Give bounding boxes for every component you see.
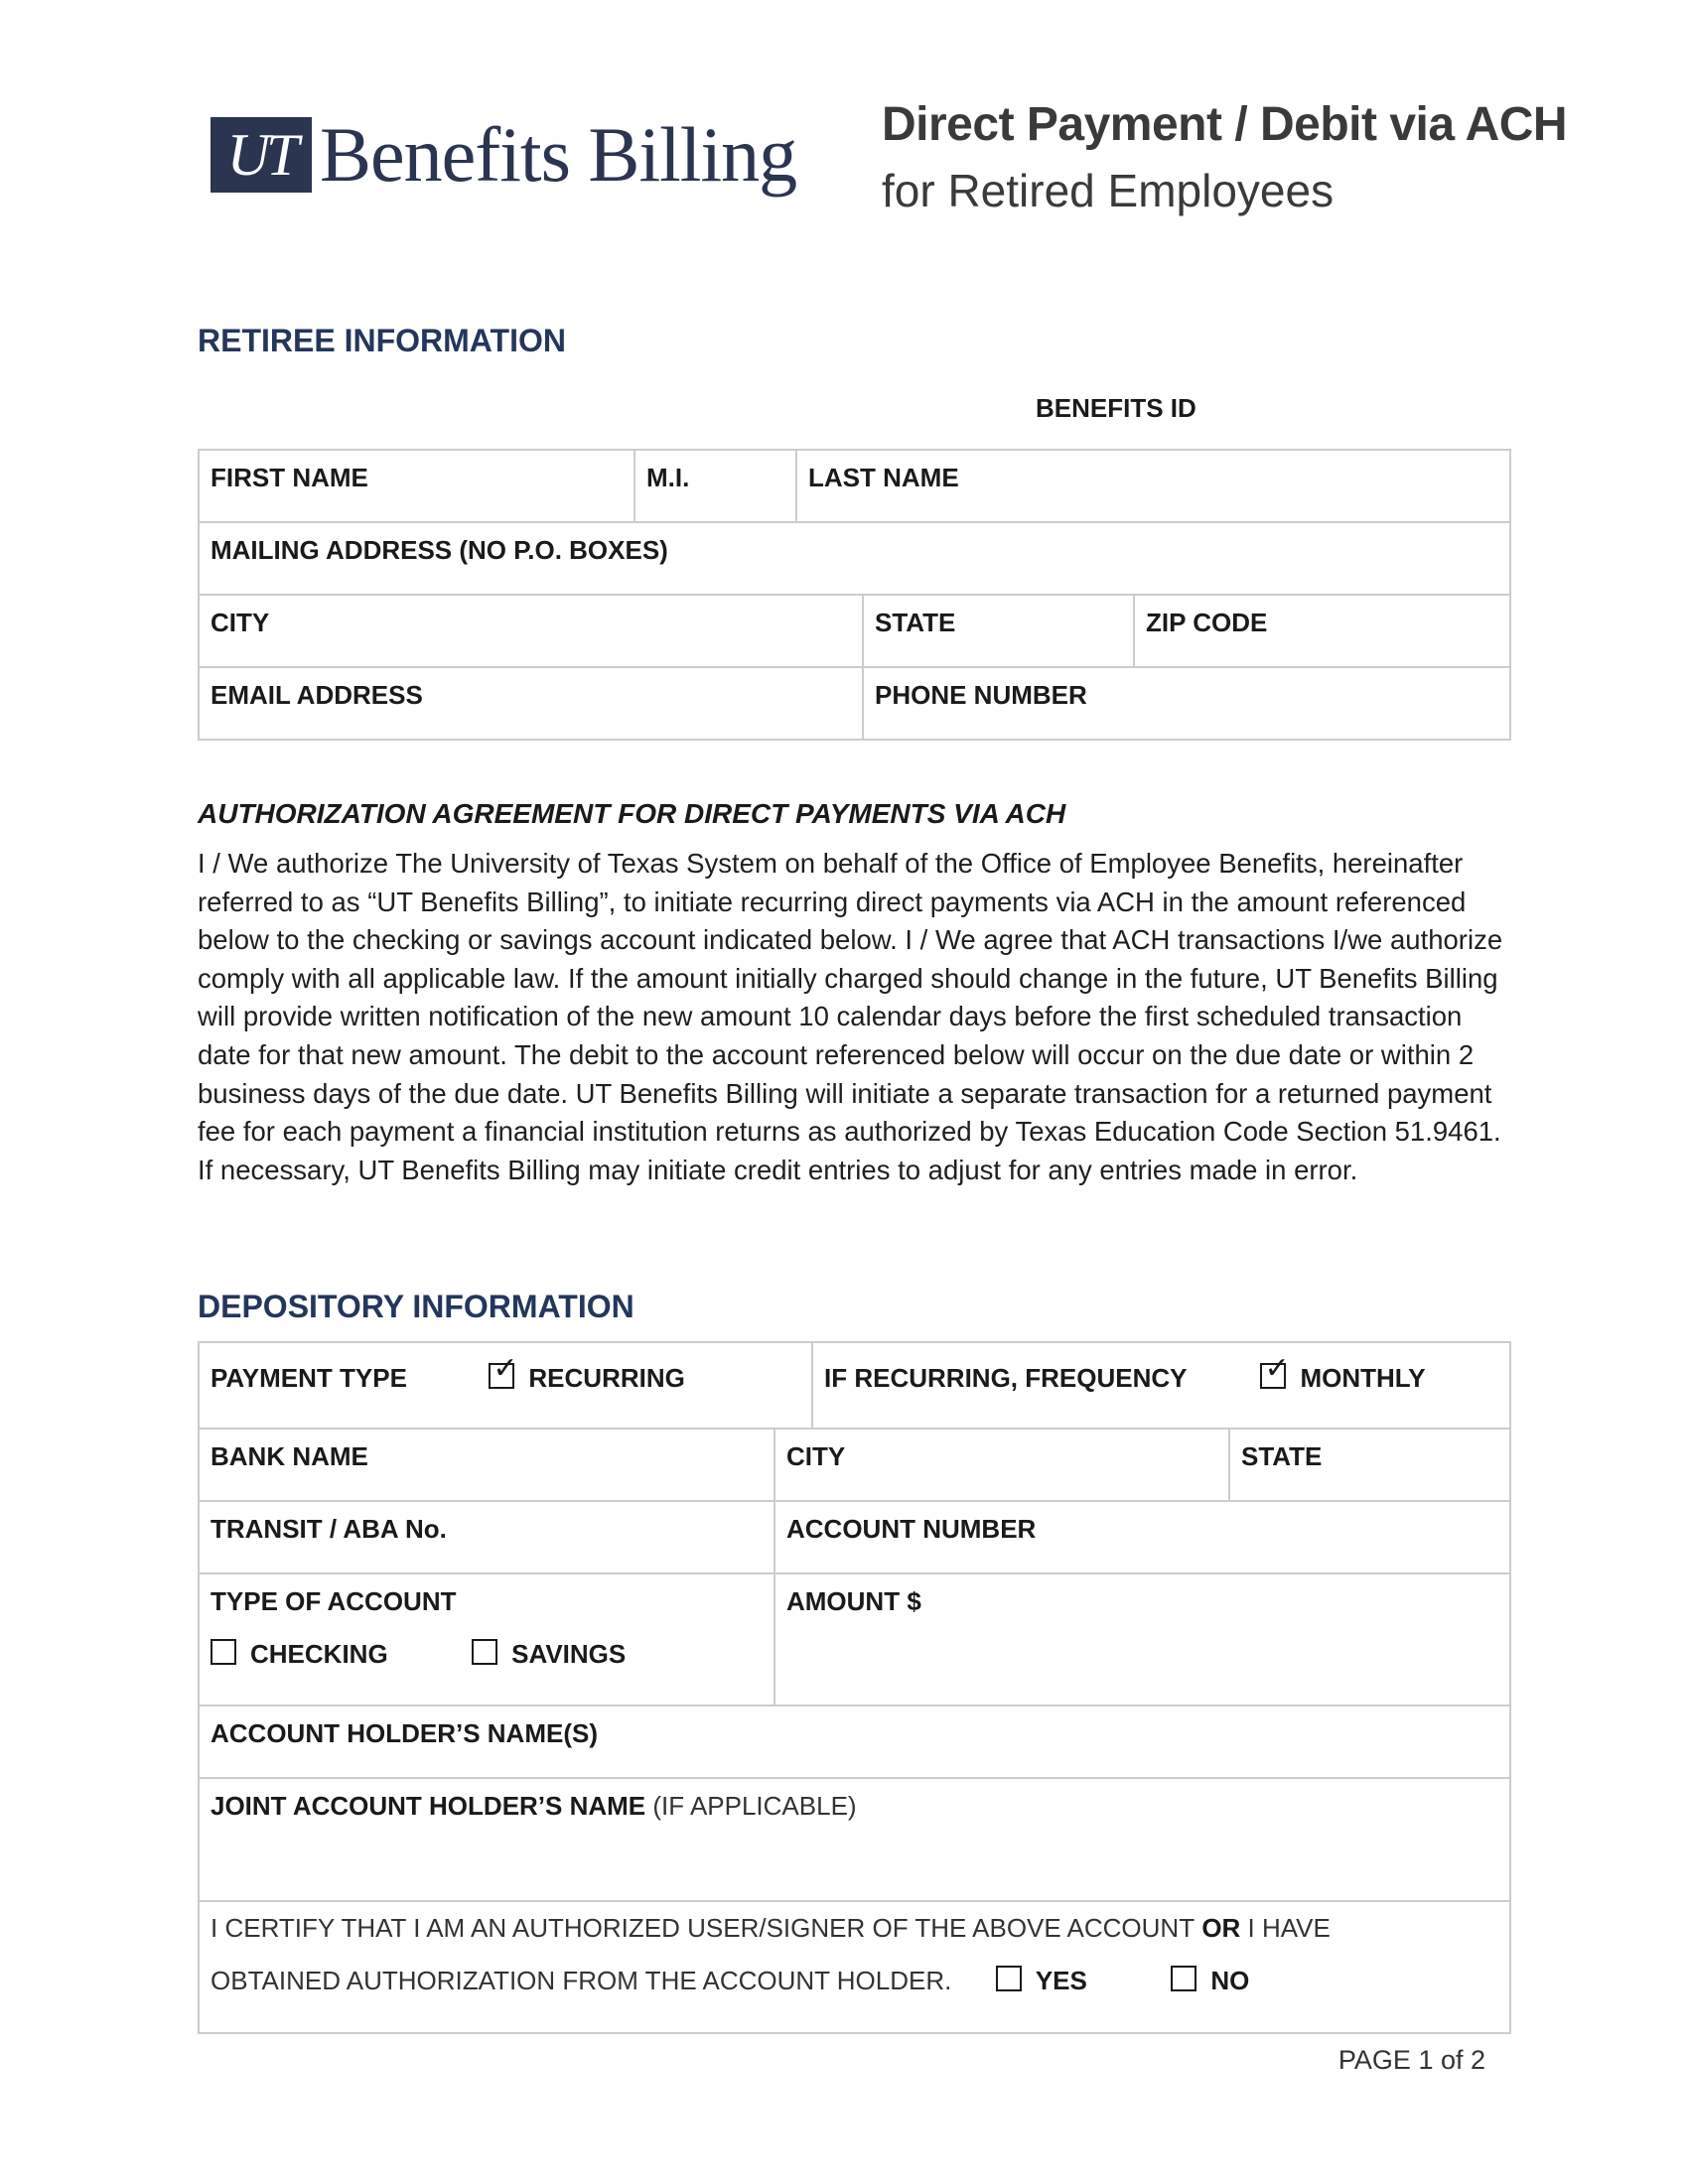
monthly-checkbox[interactable] (1260, 1363, 1286, 1389)
certify-or: OR (1201, 1913, 1241, 1943)
zip-code-field[interactable]: ZIP CODE (1134, 595, 1510, 667)
retiree-information-table (198, 449, 1511, 741)
no-checkbox[interactable] (1171, 1966, 1196, 1991)
document-subtitle: for Retired Employees (882, 165, 1335, 216)
depository-information-heading: DEPOSITORY INFORMATION (198, 1289, 634, 1324)
checking-label: CHECKING (250, 1639, 388, 1669)
account-holder-names-field[interactable]: ACCOUNT HOLDER’S NAME(S) (199, 1706, 1510, 1778)
depository-information-table (198, 1341, 1511, 2034)
benefits-id-label: BENEFITS ID (1036, 393, 1196, 423)
bank-name-field[interactable]: BANK NAME (199, 1429, 774, 1501)
type-of-account-cell (199, 1573, 774, 1706)
page-number: PAGE 1 of 2 (1337, 2045, 1485, 2075)
payment-type-label: PAYMENT TYPE (211, 1363, 407, 1393)
email-address-field[interactable]: EMAIL ADDRESS (199, 667, 863, 740)
savings-checkbox[interactable] (472, 1639, 497, 1665)
checking-checkbox[interactable] (211, 1639, 236, 1665)
yes-label: YES (1035, 1966, 1087, 1995)
no-label: NO (1210, 1966, 1250, 1995)
certify-text-part1: I CERTIFY THAT I AM AN AUTHORIZED USER/SIGNER OF THE ABOVE ACCOUNT (211, 1913, 1196, 1943)
phone-number-field[interactable]: PHONE NUMBER (863, 667, 1510, 740)
certify-text-part2: I HAVE (1247, 1913, 1331, 1943)
frequency-label: IF RECURRING, FREQUENCY (824, 1363, 1188, 1393)
logo-mark: UT (211, 117, 312, 193)
state-field[interactable]: STATE (863, 595, 1134, 667)
frequency-cell (812, 1342, 1510, 1429)
authorization-text: I / We authorize The University of Texas System on behalf of the Office of Employee Benefits, hereinafter referred to as “UT Benefits Billing”, to initiate recurring direct payments via ACH in the amount referenced below to the checking or savings account indicated below. I / We agree that ACH transactions I/we authorize comply with all applicable law. If the amount initially charged should change in the future, UT Benefits Billing will provide written notification of the new amount 10 calendar days before the first scheduled transaction date for that new amount. The debit to the account referenced below will occur on the due date or within 2 business days of the due date. UT Benefits Billing will initiate a separate transaction for a returned payment fee for each payment a financial institution returns as authorized by Texas Education Code Section 51.9461. If necessary, UT Benefits Billing may initiate credit entries to adjust for any entries made in error. (198, 848, 1503, 1185)
bank-state-field[interactable]: STATE (1229, 1429, 1510, 1501)
transit-aba-field[interactable]: TRANSIT / ABA No. (199, 1501, 774, 1573)
monthly-label: MONTHLY (1300, 1363, 1426, 1393)
joint-account-holder-field[interactable] (199, 1778, 1510, 1901)
city-field[interactable]: CITY (199, 595, 863, 667)
retiree-information-heading: RETIREE INFORMATION (198, 323, 566, 358)
amount-field[interactable]: AMOUNT $ (774, 1573, 1510, 1706)
first-name-field[interactable]: FIRST NAME (199, 450, 634, 522)
recurring-label: RECURRING (528, 1363, 685, 1393)
certify-text-line2: OBTAINED AUTHORIZATION FROM THE ACCOUNT HOLDER. (211, 1966, 952, 1995)
logo-text: Benefits Billing (320, 111, 797, 198)
certification-cell (199, 1901, 1510, 2033)
document-title: Direct Payment / Debit via ACH (882, 98, 1568, 151)
yes-checkbox[interactable] (996, 1966, 1022, 1991)
payment-type-cell (199, 1342, 812, 1429)
joint-account-holder-label: JOINT ACCOUNT HOLDER’S NAME (211, 1791, 646, 1821)
last-name-field[interactable]: LAST NAME (796, 450, 1510, 522)
type-of-account-label: TYPE OF ACCOUNT (211, 1586, 457, 1616)
authorization-heading: AUTHORIZATION AGREEMENT FOR DIRECT PAYMENTS VIA ACH (198, 798, 1066, 829)
mailing-address-field[interactable]: MAILING ADDRESS (NO P.O. BOXES) (199, 522, 1510, 595)
savings-label: SAVINGS (511, 1639, 627, 1669)
joint-account-holder-note: (IF APPLICABLE) (652, 1791, 857, 1821)
middle-initial-field[interactable]: M.I. (634, 450, 796, 522)
logo (211, 109, 796, 201)
recurring-checkbox[interactable] (489, 1363, 514, 1389)
account-number-field[interactable]: ACCOUNT NUMBER (774, 1501, 1510, 1573)
bank-city-field[interactable]: CITY (774, 1429, 1229, 1501)
